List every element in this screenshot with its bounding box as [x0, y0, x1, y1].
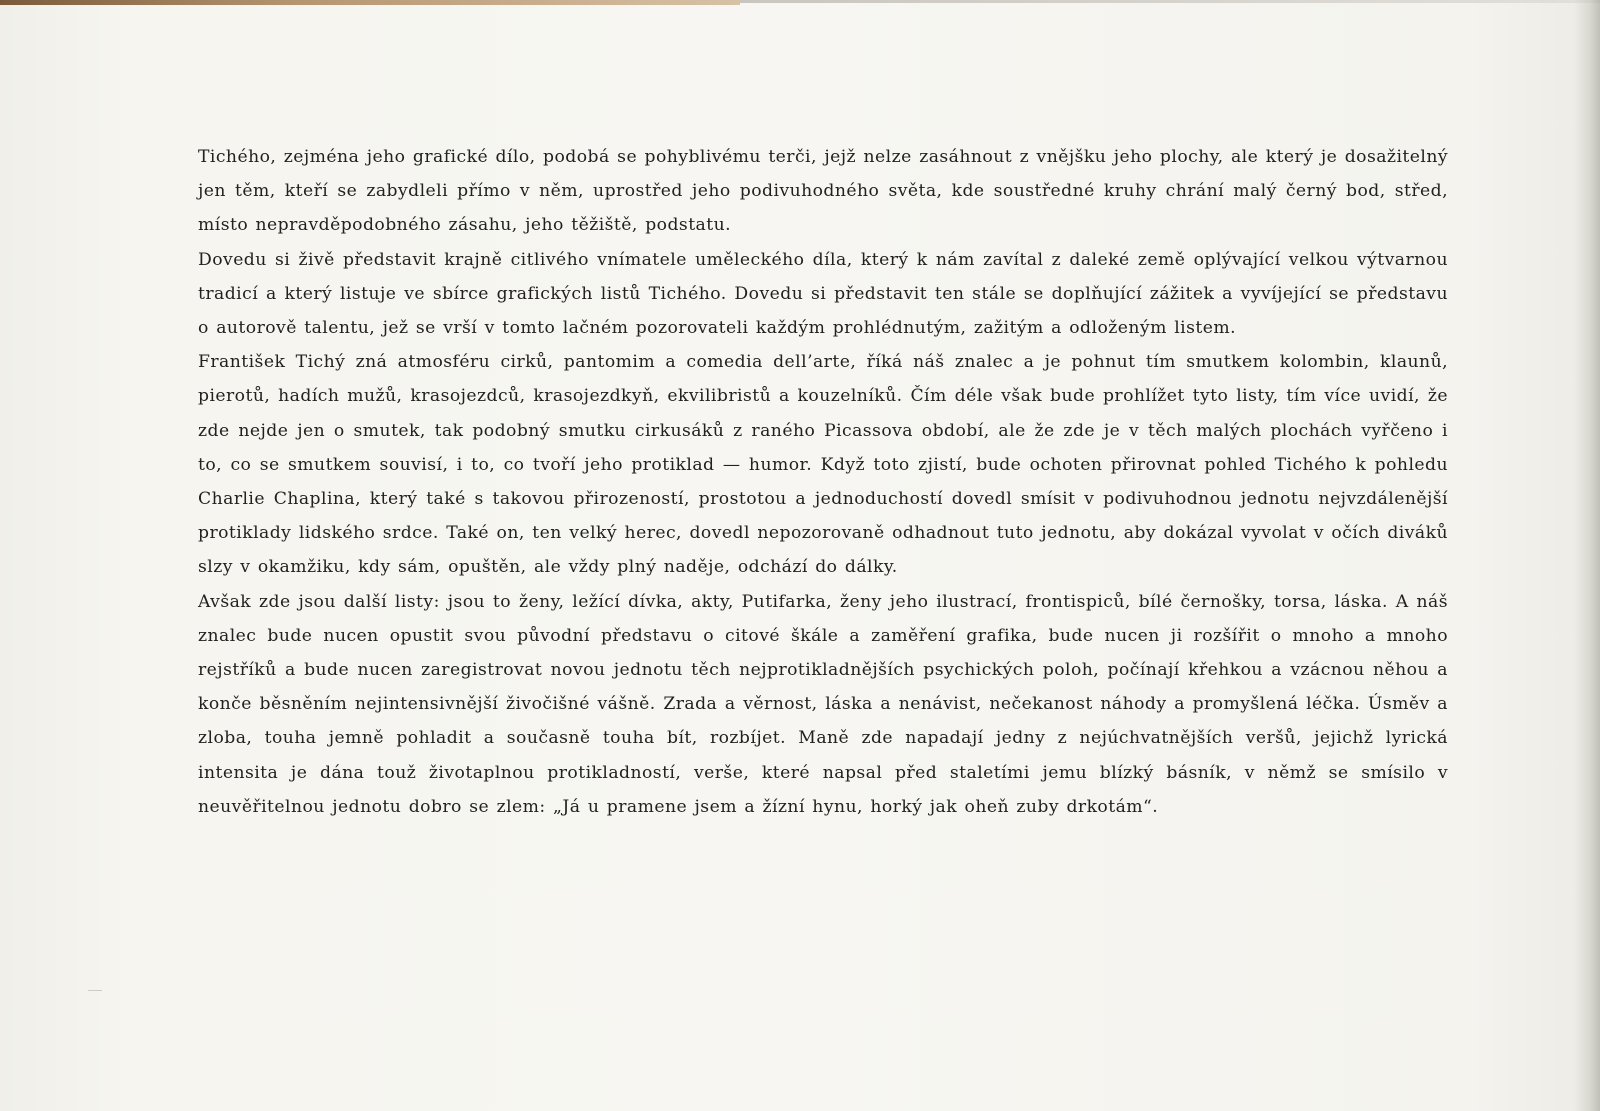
margin-mark	[88, 990, 102, 991]
page-top-edge-right	[740, 0, 1600, 3]
page-top-edge	[0, 0, 740, 5]
page-right-edge-shadow	[1574, 0, 1600, 1111]
paragraph-4: Avšak zde jsou další listy: jsou to ženy, ležící dívka, akty, Putifarka, ženy jeho ilustrací, frontispiců, bílé černošky, torsa, láska. A náš znalec bude nucen opustit svou původní představu o citové škále a zaměření grafika, bude nucen ji rozšířit o mnoho a mnoho rejstříků a bude nucen zaregistrovat novou jednotu těch nejprotikladnějších psychických poloh, počínají křehkou a vzácnou něhou a konče běsněním nejintensivnější živočišné vášně. Zrada a věrnost, láska a nenávist, nečekanost náhody a promyšlená léčka. Úsměv a zloba, touha jemně pohladit a současně touha bít, rozbíjet. Maně zde napadají jedny z nejúchvatnějších veršů, jejichž lyrická intensita je dána touž životaplnou protikladností, verše, které napsal před staletími jemu blízký básník, v němž se smísilo v neuvěřitelnou jednotu dobro se zlem: „Já u pramene jsem a žízní hynu, horký jak oheň zuby drkotám“.	[198, 591, 1448, 817]
paragraph-1: Tichého, zejména jeho grafické dílo, podobá se pohyblivému terči, jejž nelze zasáhnout z vnějšku jeho plochy, ale který je dosažitelný jen těm, kteří se zabydleli přímo v něm, uprostřed jeho podivuhodného světa, kde soustředné kruhy chrání malý černý bod, střed, místo nepravděpodobného zásahu, jeho těžiště, podstatu.	[198, 147, 1448, 236]
body-text	[198, 140, 1448, 824]
paragraph-2: Dovedu si živě představit krajně citlivého vnímatele uměleckého díla, který k nám zavítal z daleké země oplývající velkou výtvarnou tradicí a který listuje ve sbírce grafických listů Tichého. Dovedu si představit ten stále se doplňující zážitek a vyvíjející se představu o autorově talentu, jež se vrší v tomto lačném pozorovateli každým prohlédnutým, zažitým a odloženým listem.	[198, 249, 1448, 339]
paragraph-3: František Tichý zná atmosféru cirků, pantomim a comedia dell’arte, říká náš znalec a je pohnut tím smutkem kolombin, klaunů, pierotů, hadích mužů, krasojezdců, krasojezdkyň, ekvilibristů a kouzelníků. Čím déle však bude prohlížet tyto listy, tím více uvidí, že zde nejde jen o smutek, tak podobný smutku cirkusáků z raného Picassova období, ale že zde je v těch malých plochách vyřčeno i to, co se smutkem souvisí, i to, co tvoří jeho protiklad — humor. Když toto zjistí, bude ochoten přirovnat pohled Tichého k pohledu Charlie Chaplina, který také s takovou přirozeností, prostotou a jednoduchostí dovedl smísit v podivuhodnou jednotu nejvzdálenější protiklady lidského srdce. Také on, ten velký herec, dovedl nepozorovaně odhadnout tuto jednotu, aby dokázal vyvolat v očích diváků slzy v okamžiku, kdy sám, opuštěn, ale vždy plný naděje, odchází do dálky.	[198, 352, 1448, 578]
